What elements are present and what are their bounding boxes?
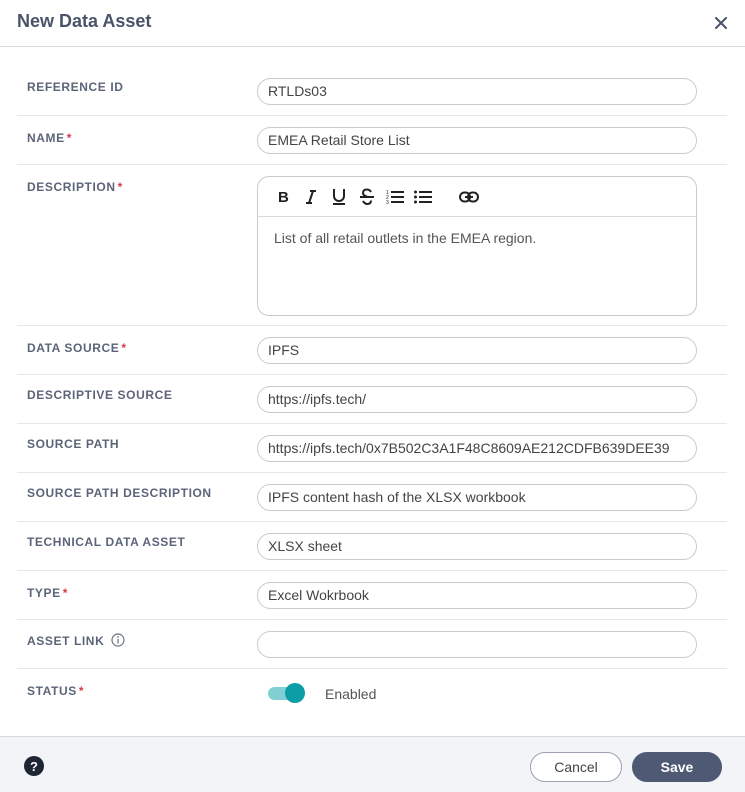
technical-data-asset-label: TECHNICAL DATA ASSET — [27, 535, 186, 549]
info-icon[interactable] — [111, 633, 125, 650]
type-input[interactable]: Excel Wokrbook — [257, 582, 697, 609]
asset-link-input[interactable] — [257, 631, 697, 658]
type-label: TYPE * — [27, 586, 69, 600]
status-toggle[interactable] — [268, 683, 306, 703]
link-icon[interactable] — [458, 186, 480, 208]
status-label: STATUS * — [27, 684, 85, 698]
underline-icon[interactable] — [328, 186, 350, 208]
description-label: DESCRIPTION * — [27, 180, 123, 194]
status-toggle-label: Enabled — [325, 686, 377, 702]
technical-data-asset-row — [17, 522, 727, 571]
reference-id-row — [17, 67, 727, 116]
source-path-input[interactable]: https://ipfs.tech/0x7B502C3A1F48C8609AE212CDFB639DEE39 — [257, 435, 697, 462]
data-source-row — [17, 326, 727, 375]
bold-icon[interactable] — [272, 186, 294, 208]
save-button[interactable]: Save — [632, 752, 722, 782]
svg-text:3: 3 — [386, 200, 389, 205]
status-row — [17, 669, 727, 714]
source-path-row — [17, 424, 727, 473]
source-path-description-label: SOURCE PATH DESCRIPTION — [27, 486, 212, 500]
toggle-knob — [285, 683, 305, 703]
help-icon[interactable]: ? — [24, 756, 44, 776]
numbered-list-icon[interactable] — [384, 186, 406, 208]
description-editor[interactable] — [257, 176, 697, 316]
dialog-title: New Data Asset — [17, 11, 152, 31]
strikethrough-icon[interactable] — [356, 186, 378, 208]
name-label: NAME * — [27, 131, 73, 145]
reference-id-input[interactable]: RTLDs03 — [257, 78, 697, 105]
descriptive-source-input[interactable]: https://ipfs.tech/ — [257, 386, 697, 413]
cancel-button[interactable]: Cancel — [530, 752, 622, 782]
dialog-footer — [0, 736, 745, 792]
data-source-label: DATA SOURCE * — [27, 341, 127, 355]
name-row — [17, 116, 727, 165]
descriptive-source-label: DESCRIPTIVE SOURCE — [27, 388, 173, 402]
svg-text:2: 2 — [386, 195, 389, 201]
source-path-description-row — [17, 473, 727, 522]
asset-link-row — [17, 620, 727, 669]
source-path-label: SOURCE PATH — [27, 437, 120, 451]
source-path-description-input[interactable]: IPFS content hash of the XLSX workbook — [257, 484, 697, 511]
name-input[interactable]: EMEA Retail Store List — [257, 127, 697, 154]
reference-id-label: REFERENCE ID — [27, 80, 124, 94]
descriptive-source-row — [17, 375, 727, 424]
type-row — [17, 571, 727, 620]
close-icon[interactable] — [710, 12, 732, 34]
editor-toolbar — [258, 177, 696, 217]
svg-text:1: 1 — [386, 190, 389, 196]
description-text[interactable]: List of all retail outlets in the EMEA region. — [274, 230, 537, 246]
dialog-header — [0, 0, 745, 47]
italic-icon[interactable] — [300, 186, 322, 208]
data-source-input[interactable]: IPFS — [257, 337, 697, 364]
technical-data-asset-input[interactable]: XLSX sheet — [257, 533, 697, 560]
svg-text:B: B — [278, 189, 289, 205]
bullet-list-icon[interactable] — [412, 186, 434, 208]
asset-link-label: ASSET LINK — [27, 633, 125, 650]
description-row — [17, 165, 727, 326]
